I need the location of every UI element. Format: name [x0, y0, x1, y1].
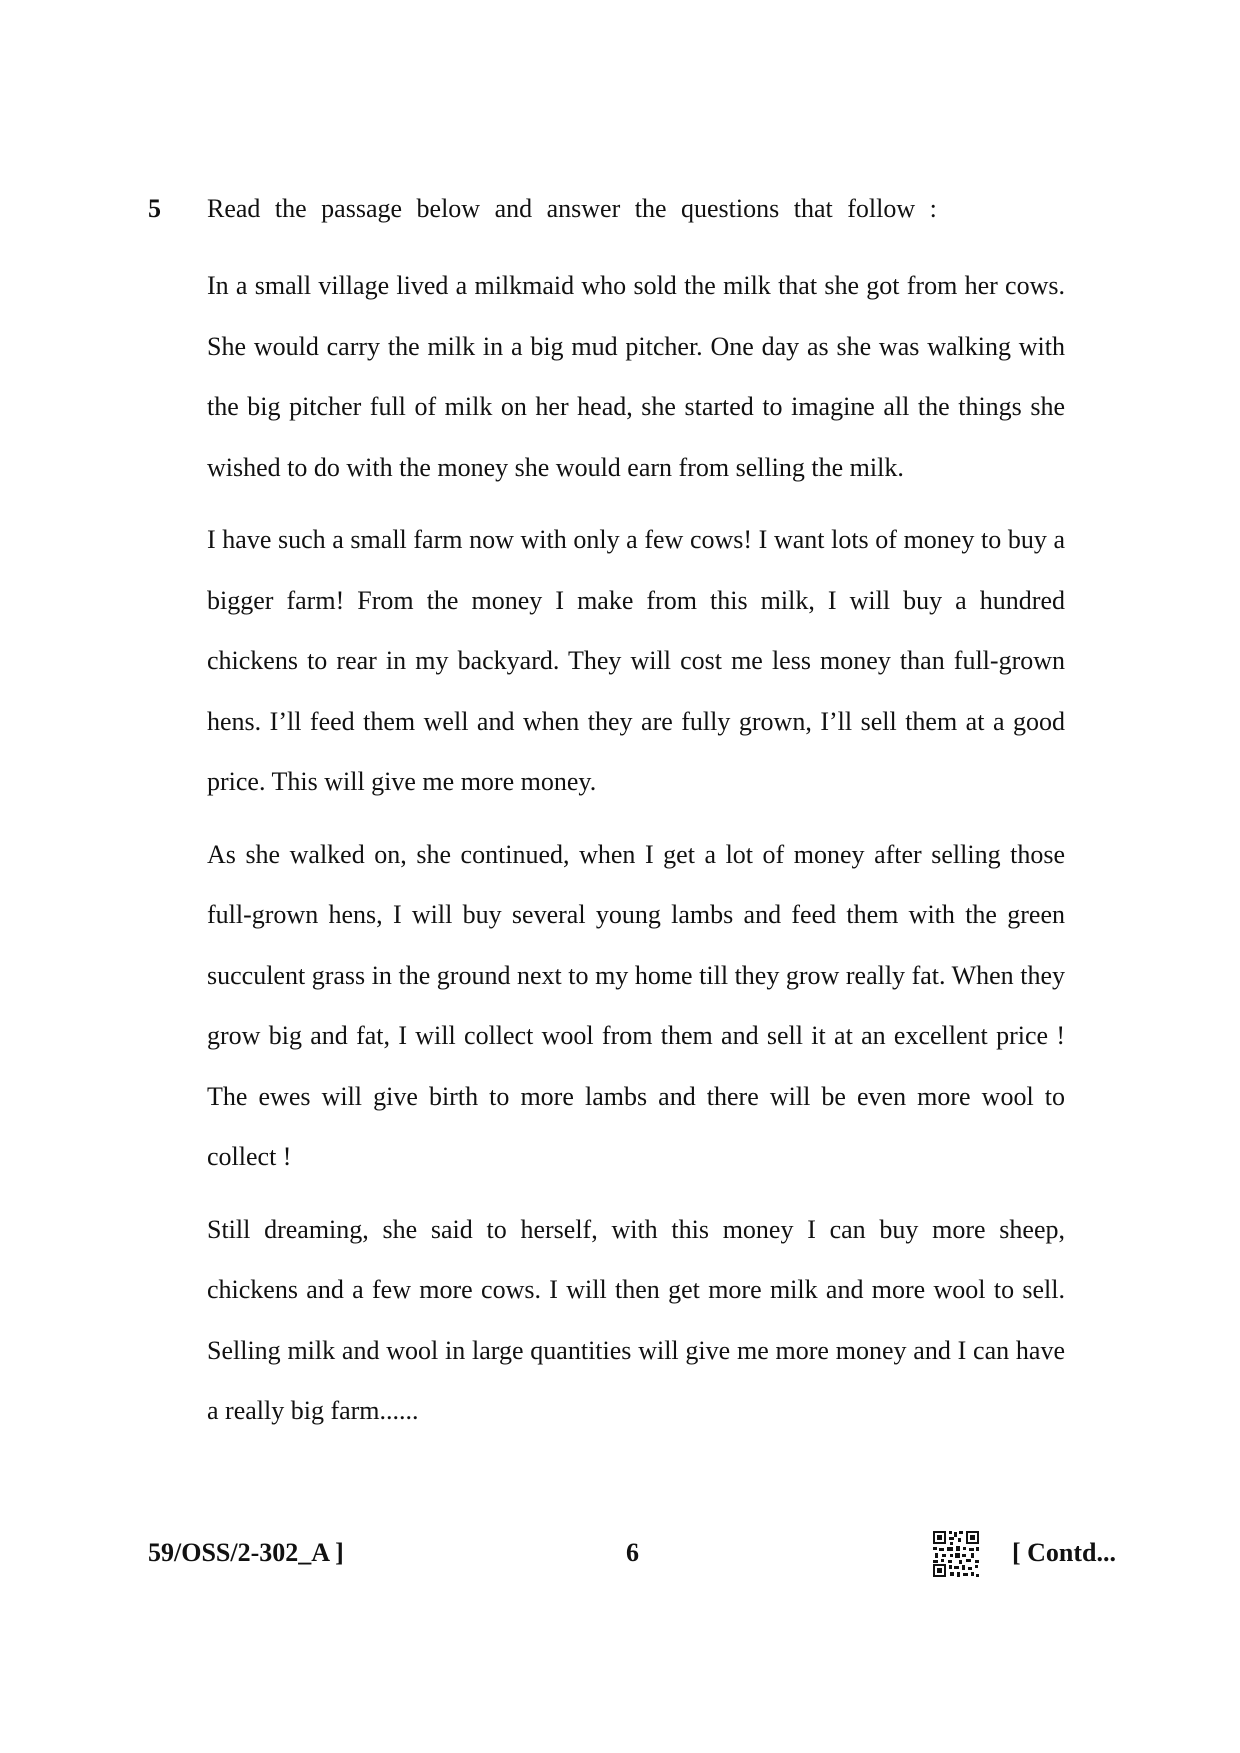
page-number: 6 [626, 1538, 639, 1567]
passage-paragraph-4: Still dreaming, she said to herself, with this money I can buy more sheep, chickens and a few more cows. I will then get more milk and more wool to sell. Selling milk and wool in large quantities will give me more money and I can have a really big farm...... [207, 1214, 1065, 1425]
qr-code-icon [932, 1530, 980, 1578]
question-instruction: Read the passage below and answer the questions that follow : [207, 194, 937, 223]
page-footer [0, 1530, 1240, 1578]
passage-paragraph-1: In a small village lived a milkmaid who sold the milk that she got from her cows. She would carry the milk in a big mud pitcher. One day as she was walking with the big pitcher full of milk on her head, she started to imagine all the things she wished to do with the money she would earn from selling the milk. [207, 271, 1065, 482]
question-content [207, 192, 1065, 1454]
passage-paragraph-2: I have such a small farm now with only a few cows! I want lots of money to buy a bigger farm! From the money I make from this milk, I will buy a hundred chickens to rear in my backyard. They will cost me less money than full-grown hens. I’ll feed them well and when they are fully grown, I’ll sell them at a good price. This will give me more money. [207, 525, 1065, 796]
passage-paragraph-3: As she walked on, she continued, when I get a lot of money after selling those full-grown hens, I will buy several young lambs and feed them with the green succulent grass in the ground next to my home till they grow really fat. When they grow big and fat, I will collect wool from them and sell it at an excellent price ! The ewes will give birth to more lambs and there will be even more wool to collect ! [207, 839, 1065, 1171]
question-number: 5 [148, 194, 161, 223]
paper-code: 59/OSS/2-302_A ] [148, 1538, 344, 1567]
continued-label: [ Contd... [1012, 1538, 1117, 1567]
